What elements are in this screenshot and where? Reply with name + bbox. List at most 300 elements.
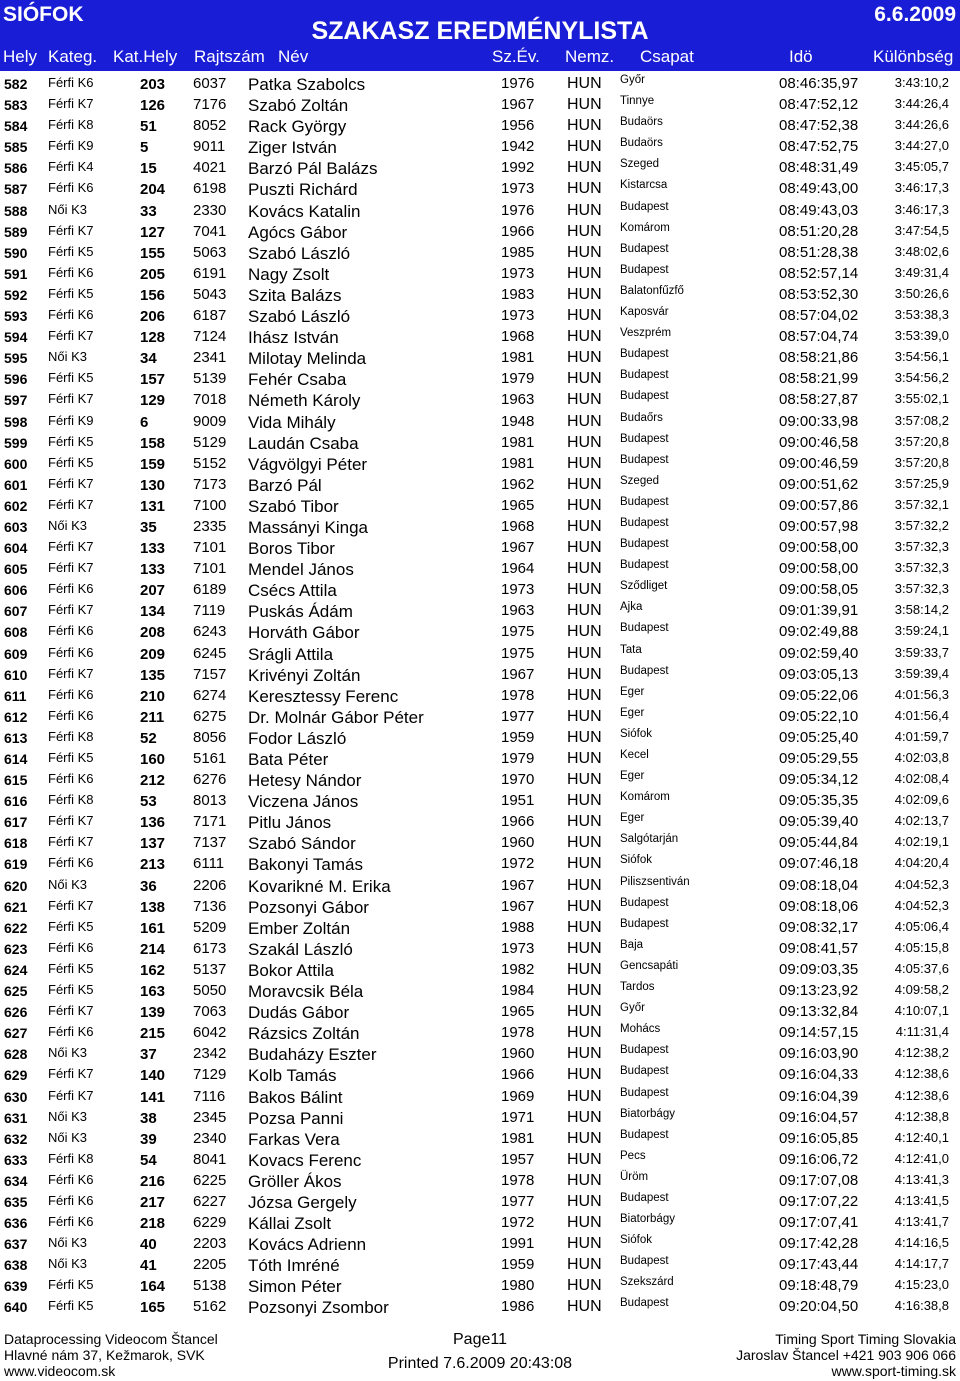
result-birth-year: 1964: [501, 560, 535, 578]
result-time: 09:17:07,08: [779, 1171, 859, 1189]
result-difference: 4:05:06,4: [894, 918, 949, 934]
result-position: 593: [4, 308, 28, 325]
result-time: 09:16:06,72: [779, 1150, 859, 1168]
result-club: Eger: [620, 812, 645, 825]
result-birth-year: 1967: [501, 539, 535, 557]
result-category-position: 205: [140, 265, 166, 283]
result-bib: 5063: [193, 243, 227, 261]
result-birth-year: 1977: [501, 1192, 535, 1210]
table-row: [0, 305, 960, 326]
result-difference: 3:57:32,2: [894, 517, 949, 533]
result-category: Férfi K6: [48, 75, 94, 90]
result-difference: 4:04:52,3: [894, 876, 949, 892]
result-position: 636: [4, 1215, 28, 1232]
result-bib: 7137: [193, 834, 227, 852]
result-name: Gröller Ákos: [248, 1171, 342, 1191]
table-row: [0, 1043, 960, 1064]
result-difference: 3:53:38,3: [894, 307, 949, 323]
result-category: Férfi K5: [48, 1277, 94, 1293]
result-category-position: 39: [140, 1130, 157, 1148]
table-row: [0, 136, 960, 157]
result-position: 610: [4, 666, 28, 683]
result-position: 624: [4, 961, 28, 978]
result-birth-year: 1976: [501, 201, 535, 219]
result-category-position: 37: [140, 1046, 157, 1064]
result-position: 619: [4, 856, 28, 873]
table-row: [0, 769, 960, 790]
result-category-position: 35: [140, 518, 157, 536]
result-difference: 4:12:41,0: [894, 1150, 949, 1166]
result-position: 628: [4, 1046, 28, 1063]
table-row: [0, 1107, 960, 1128]
result-bib: 7157: [193, 665, 227, 683]
result-difference: 4:12:38,8: [894, 1108, 949, 1124]
result-difference: 4:15:23,0: [894, 1277, 949, 1293]
result-bib: 5138: [193, 1277, 227, 1295]
result-category-position: 156: [140, 286, 166, 304]
result-category: Férfi K7: [48, 813, 94, 829]
result-category: Férfi K6: [48, 939, 94, 955]
col-header-cat-pos: Kat.Hely: [113, 47, 178, 66]
result-position: 633: [4, 1151, 28, 1168]
result-bib: 6191: [193, 264, 227, 282]
result-difference: 3:57:32,3: [894, 560, 949, 576]
table-row: [0, 1128, 960, 1149]
result-category-position: 215: [140, 1025, 166, 1043]
result-difference: 4:12:38,2: [894, 1045, 949, 1061]
result-position: 618: [4, 835, 28, 852]
result-category-position: 133: [140, 540, 166, 558]
result-category: Női K3: [48, 349, 88, 365]
result-name: Pozsonyi Zsombor: [248, 1298, 389, 1318]
result-name: Csécs Attila: [248, 581, 337, 601]
table-row: [0, 389, 960, 410]
result-birth-year: 1981: [501, 433, 535, 451]
result-category: Férfi K8: [48, 117, 94, 133]
table-row: [0, 917, 960, 938]
result-name: Vida Mihály: [248, 412, 336, 432]
footer-right: [736, 1331, 956, 1379]
result-nationality: HUN: [567, 813, 602, 831]
result-category: Női K3: [48, 1129, 88, 1145]
result-position: 611: [4, 687, 27, 704]
result-nationality: HUN: [567, 982, 602, 1000]
result-category: Férfi K6: [48, 307, 94, 323]
result-category: Férfi K8: [48, 728, 94, 744]
result-category: Férfi K7: [48, 539, 94, 555]
result-position: 620: [4, 877, 28, 894]
result-nationality: HUN: [567, 876, 602, 894]
result-category: Férfi K7: [48, 475, 94, 491]
result-position: 601: [4, 476, 28, 493]
table-row: [0, 516, 960, 537]
result-category-position: 217: [140, 1193, 166, 1211]
result-category-position: 53: [140, 793, 157, 811]
result-club: Budapest: [620, 559, 669, 572]
result-difference: 3:57:20,8: [894, 454, 949, 470]
report-header: [0, 0, 960, 71]
result-category-position: 208: [140, 624, 166, 642]
result-difference: 3:44:26,4: [894, 96, 949, 112]
result-nationality: HUN: [567, 771, 602, 789]
result-position: 586: [4, 160, 28, 177]
result-nationality: HUN: [567, 1192, 602, 1210]
result-time: 09:00:46,58: [779, 433, 859, 451]
result-difference: 3:49:31,4: [894, 264, 949, 280]
result-category-position: 127: [140, 223, 166, 241]
result-bib: 2340: [193, 1129, 227, 1147]
result-time: 08:57:04,74: [779, 328, 859, 346]
result-club: Budapest: [620, 263, 669, 276]
result-club: Tinnye: [620, 95, 655, 108]
result-position: 623: [4, 940, 28, 957]
result-category-position: 216: [140, 1172, 166, 1190]
result-difference: 3:44:27,0: [894, 138, 949, 154]
result-category-position: 41: [140, 1257, 157, 1275]
result-bib: 8056: [193, 728, 227, 746]
result-club: Tardos: [620, 981, 655, 994]
result-position: 595: [4, 350, 28, 367]
result-nationality: HUN: [567, 623, 602, 641]
result-category-position: 158: [140, 434, 166, 452]
result-category: Férfi K5: [48, 750, 94, 765]
result-difference: 4:13:41,3: [894, 1171, 949, 1187]
result-category-position: 131: [140, 497, 166, 515]
result-birth-year: 1991: [501, 1235, 535, 1253]
result-bib: 7171: [193, 813, 227, 831]
result-nationality: HUN: [567, 1066, 602, 1084]
result-category-position: 155: [140, 244, 166, 262]
result-club: Budapest: [620, 538, 669, 551]
result-club: Budapest: [620, 1255, 669, 1268]
result-time: 08:51:20,28: [779, 222, 859, 240]
result-position: 597: [4, 392, 28, 409]
table-row: [0, 221, 960, 242]
result-club: Kistarcsa: [620, 179, 668, 192]
result-bib: 5209: [193, 918, 227, 936]
result-difference: 4:14:17,7: [894, 1256, 949, 1272]
result-nationality: HUN: [567, 96, 602, 114]
result-club: Budapest: [620, 1191, 669, 1204]
result-position: 640: [4, 1299, 28, 1316]
result-bib: 5139: [193, 370, 227, 388]
result-time: 09:05:22,10: [779, 707, 859, 725]
result-difference: 3:46:17,3: [894, 201, 949, 217]
result-category: Férfi K8: [48, 1150, 94, 1166]
result-nationality: HUN: [567, 75, 602, 92]
result-name: Szita Balázs: [248, 285, 342, 305]
result-birth-year: 1966: [501, 813, 535, 831]
result-nationality: HUN: [567, 602, 602, 620]
printed-timestamp: Printed 7.6.2009 20:43:08: [387, 1355, 573, 1372]
result-name: Viczena János: [248, 792, 359, 812]
result-club: Baja: [620, 938, 644, 951]
result-bib: 7116: [193, 1087, 226, 1105]
result-position: 603: [4, 518, 28, 535]
result-club: Siófok: [620, 1234, 652, 1247]
result-category: Férfi K7: [48, 222, 94, 238]
result-category-position: 162: [140, 961, 166, 979]
result-category-position: 212: [140, 772, 166, 790]
result-position: 626: [4, 1004, 28, 1021]
result-bib: 6173: [193, 939, 227, 957]
result-position: 616: [4, 793, 28, 810]
result-bib: 2206: [193, 876, 227, 894]
result-name: Hetesy Nándor: [248, 771, 362, 791]
table-row: [0, 242, 960, 263]
result-time: 09:18:48,79: [779, 1277, 859, 1295]
result-bib: 7176: [193, 96, 227, 114]
table-row: [0, 706, 960, 727]
result-nationality: HUN: [567, 1214, 602, 1232]
result-difference: 4:04:52,3: [894, 897, 949, 913]
result-bib: 5129: [193, 433, 227, 451]
table-row: [0, 664, 960, 685]
result-position: 638: [4, 1257, 28, 1274]
result-position: 617: [4, 814, 28, 831]
result-time: 08:47:52,75: [779, 138, 859, 156]
event-place: SIÓFOK: [3, 3, 84, 26]
table-row: [0, 94, 960, 115]
result-nationality: HUN: [567, 686, 602, 704]
result-category-position: 54: [140, 1151, 157, 1169]
result-category: Férfi K7: [48, 560, 94, 576]
result-time: 08:57:04,02: [779, 307, 859, 325]
result-category: Férfi K6: [48, 1214, 94, 1230]
result-birth-year: 1967: [501, 665, 535, 683]
result-name: Bata Péter: [248, 750, 329, 769]
result-time: 09:02:49,88: [779, 623, 859, 641]
result-birth-year: 1976: [501, 75, 535, 92]
result-nationality: HUN: [567, 1003, 602, 1021]
result-birth-year: 1967: [501, 876, 535, 894]
result-time: 09:01:39,91: [779, 602, 859, 620]
result-club: Budapest: [620, 495, 669, 508]
result-position: 594: [4, 329, 28, 346]
result-time: 09:00:51,62: [779, 475, 859, 493]
result-nationality: HUN: [567, 1024, 602, 1042]
result-nationality: HUN: [567, 328, 602, 346]
result-difference: 3:57:08,2: [894, 412, 949, 428]
result-birth-year: 1978: [501, 686, 535, 704]
table-row: [0, 1170, 960, 1191]
result-position: 632: [4, 1130, 28, 1147]
result-difference: 4:12:38,6: [894, 1066, 949, 1082]
result-bib: 5162: [193, 1298, 227, 1316]
result-nationality: HUN: [567, 581, 602, 599]
result-category-position: 164: [140, 1278, 166, 1296]
result-nationality: HUN: [567, 433, 602, 451]
result-difference: 4:02:09,6: [894, 792, 949, 808]
result-club: Veszprém: [620, 327, 672, 340]
result-birth-year: 1975: [501, 623, 535, 641]
result-birth-year: 1957: [501, 1150, 535, 1168]
result-time: 09:16:04,39: [779, 1087, 859, 1105]
result-club: Budapest: [620, 896, 669, 909]
result-position: 621: [4, 898, 28, 915]
result-time: 09:16:05,85: [779, 1129, 859, 1147]
result-nationality: HUN: [567, 307, 602, 325]
result-category-position: 33: [140, 202, 157, 220]
result-club: Budapest: [620, 369, 669, 382]
result-name: Bokor Attila: [248, 960, 334, 980]
result-category: Férfi K6: [48, 1024, 94, 1040]
result-club: Komárom: [620, 791, 670, 804]
result-category-position: 206: [140, 308, 166, 326]
result-category: Férfi K6: [48, 686, 94, 702]
result-birth-year: 1971: [501, 1108, 535, 1126]
result-time: 09:05:29,55: [779, 750, 859, 767]
result-category: Férfi K5: [48, 1298, 94, 1314]
result-position: 631: [4, 1109, 28, 1126]
result-nationality: HUN: [567, 517, 602, 535]
result-club: Komárom: [620, 221, 670, 234]
result-position: 600: [4, 455, 28, 472]
result-position: 622: [4, 919, 28, 936]
result-category-position: 159: [140, 455, 166, 473]
result-bib: 6245: [193, 644, 227, 662]
result-name: Kovarikné M. Erika: [248, 876, 391, 896]
result-position: 625: [4, 983, 28, 1000]
table-row: [0, 178, 960, 199]
result-nationality: HUN: [567, 1171, 602, 1189]
result-category-position: 210: [140, 687, 166, 705]
result-club: Budaörs: [620, 116, 663, 129]
table-row: [0, 811, 960, 832]
result-club: Budapest: [620, 1065, 669, 1078]
result-bib: 2330: [193, 201, 227, 219]
result-category: Férfi K5: [48, 982, 94, 998]
result-time: 09:09:03,35: [779, 960, 859, 978]
result-name: Laudán Csaba: [248, 433, 359, 453]
result-bib: 6198: [193, 180, 227, 198]
result-name: Massányi Kinga: [248, 517, 369, 537]
result-nationality: HUN: [567, 349, 602, 367]
result-bib: 6243: [193, 623, 227, 641]
result-birth-year: 1982: [501, 960, 535, 978]
result-time: 09:17:43,44: [779, 1256, 859, 1274]
result-birth-year: 1966: [501, 222, 535, 240]
table-row: [0, 558, 960, 579]
result-bib: 7124: [193, 328, 227, 346]
result-category: Férfi K6: [48, 581, 94, 597]
result-category: Férfi K5: [48, 243, 94, 259]
result-difference: 3:43:10,2: [894, 75, 949, 90]
result-difference: 4:02:19,1: [894, 834, 949, 850]
result-category: Férfi K9: [48, 412, 94, 428]
result-category-position: 137: [140, 835, 166, 853]
result-bib: 7018: [193, 391, 227, 409]
result-time: 09:07:46,18: [779, 855, 859, 873]
result-bib: 2335: [193, 517, 227, 535]
table-row: [0, 1296, 960, 1317]
result-nationality: HUN: [567, 159, 602, 177]
result-time: 09:00:58,00: [779, 560, 859, 578]
result-bib: 7129: [193, 1066, 227, 1084]
result-name: Fodor László: [248, 728, 347, 748]
col-header-time: Idö: [789, 47, 813, 66]
result-position: 602: [4, 497, 28, 514]
result-nationality: HUN: [567, 939, 602, 957]
result-time: 08:47:52,12: [779, 96, 859, 114]
result-nationality: HUN: [567, 454, 602, 472]
result-time: 09:00:58,05: [779, 581, 859, 599]
result-category-position: 130: [140, 476, 166, 494]
result-category: Férfi K9: [48, 138, 94, 154]
result-club: Budapest: [620, 917, 669, 930]
result-category: Férfi K7: [48, 1066, 94, 1082]
result-difference: 3:53:39,0: [894, 328, 949, 344]
result-nationality: HUN: [567, 539, 602, 557]
table-row: [0, 347, 960, 368]
result-bib: 5137: [193, 960, 227, 978]
result-name: Budaházy Eszter: [248, 1045, 377, 1065]
result-category: Férfi K5: [48, 370, 94, 386]
result-nationality: HUN: [567, 475, 602, 493]
table-row: [0, 938, 960, 959]
result-time: 09:00:58,00: [779, 539, 859, 557]
result-nationality: HUN: [567, 243, 602, 261]
result-bib: 6037: [193, 75, 227, 92]
result-category: Férfi K5: [48, 285, 94, 301]
result-birth-year: 1972: [501, 1214, 535, 1232]
result-difference: 4:12:38,6: [894, 1087, 949, 1103]
event-date: 6.6.2009: [874, 3, 956, 26]
result-club: Sződliget: [620, 580, 668, 593]
table-row: [0, 980, 960, 1001]
result-category-position: 52: [140, 729, 157, 747]
result-name: Dudás Gábor: [248, 1003, 350, 1023]
result-birth-year: 1980: [501, 1277, 535, 1295]
result-difference: 3:57:32,1: [894, 496, 949, 512]
result-bib: 5152: [193, 454, 227, 472]
table-row: [0, 411, 960, 432]
result-bib: 6227: [193, 1192, 227, 1210]
result-bib: 2205: [193, 1256, 227, 1274]
result-bib: 2341: [193, 349, 227, 367]
result-time: 09:14:57,15: [779, 1024, 859, 1042]
result-birth-year: 1973: [501, 180, 535, 198]
result-name: Keresztessy Ferenc: [248, 686, 399, 706]
result-category-position: 128: [140, 329, 166, 347]
result-name: Pozsa Panni: [248, 1108, 344, 1128]
result-time: 09:08:32,17: [779, 918, 859, 936]
result-difference: 4:02:08,4: [894, 771, 949, 787]
result-position: 598: [4, 413, 28, 430]
result-position: 607: [4, 603, 28, 620]
result-difference: 3:48:02,6: [894, 243, 949, 259]
result-category-position: 211: [140, 708, 165, 726]
result-position: 588: [4, 202, 28, 219]
report-title: SZAKASZ EREDMÉNYLISTA: [311, 17, 649, 45]
result-category: Férfi K7: [48, 496, 94, 512]
result-bib: 7100: [193, 496, 227, 514]
result-name: Pitlu János: [248, 813, 332, 833]
result-name: Kállai Zsolt: [248, 1214, 332, 1234]
result-birth-year: 1979: [501, 750, 535, 767]
result-name: Ihász István: [248, 328, 339, 348]
table-row: [0, 537, 960, 558]
result-name: Szabó Tibor: [248, 496, 339, 516]
result-category: Férfi K7: [48, 834, 94, 850]
result-name: Farkas Vera: [248, 1129, 340, 1149]
result-name: Kovacs Ferenc: [248, 1150, 362, 1170]
table-row: [0, 1001, 960, 1022]
result-nationality: HUN: [567, 1256, 602, 1274]
result-difference: 3:46:17,3: [894, 180, 949, 196]
result-category-position: 218: [140, 1215, 166, 1233]
table-row: [0, 1233, 960, 1254]
